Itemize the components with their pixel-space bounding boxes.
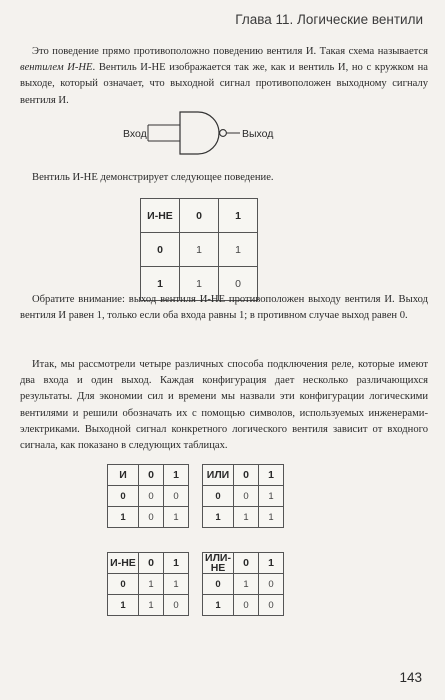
column-header: 1	[259, 465, 284, 486]
term-nand-gate: вентилем И-НЕ	[20, 62, 93, 74]
nand-small-truth-table	[107, 552, 189, 616]
table-cell: 0	[164, 486, 189, 507]
row-header: 0	[141, 233, 180, 267]
table-cell: 0	[139, 486, 164, 507]
table-cell: 1	[259, 486, 284, 507]
column-header: 1	[259, 553, 284, 574]
column-header: 0	[180, 199, 219, 233]
table-corner-label: ИЛИ-НЕ	[203, 553, 234, 574]
table-cell: 0	[234, 486, 259, 507]
table-cell: 1	[259, 507, 284, 528]
table-cell: 0	[139, 507, 164, 528]
table-cell: 1	[164, 507, 189, 528]
row-header: 0	[108, 486, 139, 507]
row-header: 1	[108, 507, 139, 528]
column-header: 0	[234, 553, 259, 574]
paragraph-summary	[20, 357, 428, 454]
table-cell: 0	[219, 267, 258, 301]
and-truth-table	[107, 464, 189, 528]
table-corner-label: ИЛИ	[203, 465, 234, 486]
table-cell: 1	[139, 595, 164, 616]
paragraph-text: Обратите внимание: выход вентиля И-НЕ противоположен выходу вентиля И. Выход вентиля И равен 1, только если оба входа равны 1; в противном случае выход равен 0.	[20, 294, 428, 322]
table-corner-label: И-НЕ	[108, 553, 139, 574]
paragraph-nand-behavior	[20, 170, 428, 186]
row-header: 0	[203, 486, 234, 507]
table-cell: 1	[164, 574, 189, 595]
table-corner-label: И	[108, 465, 139, 486]
table-corner-label: И-НЕ	[141, 199, 180, 233]
column-header: 1	[164, 553, 189, 574]
nand-truth-table	[140, 198, 258, 301]
table-cell: 1	[234, 507, 259, 528]
row-header: 0	[203, 574, 234, 595]
table-cell: 0	[164, 595, 189, 616]
column-header: 0	[139, 465, 164, 486]
table-cell: 0	[259, 574, 284, 595]
nor-truth-table	[202, 552, 284, 616]
or-truth-table	[202, 464, 284, 528]
row-header: 1	[108, 595, 139, 616]
row-header: 0	[108, 574, 139, 595]
table-cell: 1	[139, 574, 164, 595]
table-cell: 0	[259, 595, 284, 616]
paragraph-text: . Вентиль И-НЕ изображается так же, как и вентиль И, но с кружком на выходе, который означает, что выходной сигнал противоположен выходному сигналу вентиля И.	[20, 62, 428, 106]
paragraph-nand-intro	[20, 44, 428, 109]
table-cell: 0	[234, 595, 259, 616]
chapter-header: Глава 11. Логические вентили	[235, 12, 423, 27]
paragraph-nand-note	[20, 292, 428, 324]
paragraph-text: Это поведение прямо противоположно поведению вентиля И. Такая схема называется	[32, 46, 428, 57]
gate-output-label: Выход	[242, 128, 274, 140]
row-header: 1	[141, 267, 180, 301]
table-cell: 1	[180, 267, 219, 301]
column-header: 1	[219, 199, 258, 233]
table-cell: 1	[219, 233, 258, 267]
table-cell: 1	[180, 233, 219, 267]
row-header: 1	[203, 507, 234, 528]
nand-gate-symbol	[120, 108, 310, 158]
column-header: 0	[234, 465, 259, 486]
table-cell: 1	[234, 574, 259, 595]
paragraph-text: Вентиль И-НЕ демонстрирует следующее поведение.	[32, 172, 274, 183]
gate-input-label: Вход	[123, 128, 147, 140]
page-number: 143	[399, 670, 422, 685]
row-header: 1	[203, 595, 234, 616]
column-header: 0	[139, 553, 164, 574]
paragraph-text: Итак, мы рассмотрели четыре различных способа подключения реле, которые имеют два входа и один выход. Каждая конфигурация дает несколько различающихся результаты. Для экономии сил и времени мы назвали эти конфигурации логическими вентилями и решили обозначать их с помощью символов, используемых инженерами-электриками. Выходной сигнал конкретного логического вентиля зависит от входного сигнала, как показано в следующих таблицах.	[20, 359, 428, 452]
column-header: 1	[164, 465, 189, 486]
nand-gate-diagram	[120, 108, 310, 158]
